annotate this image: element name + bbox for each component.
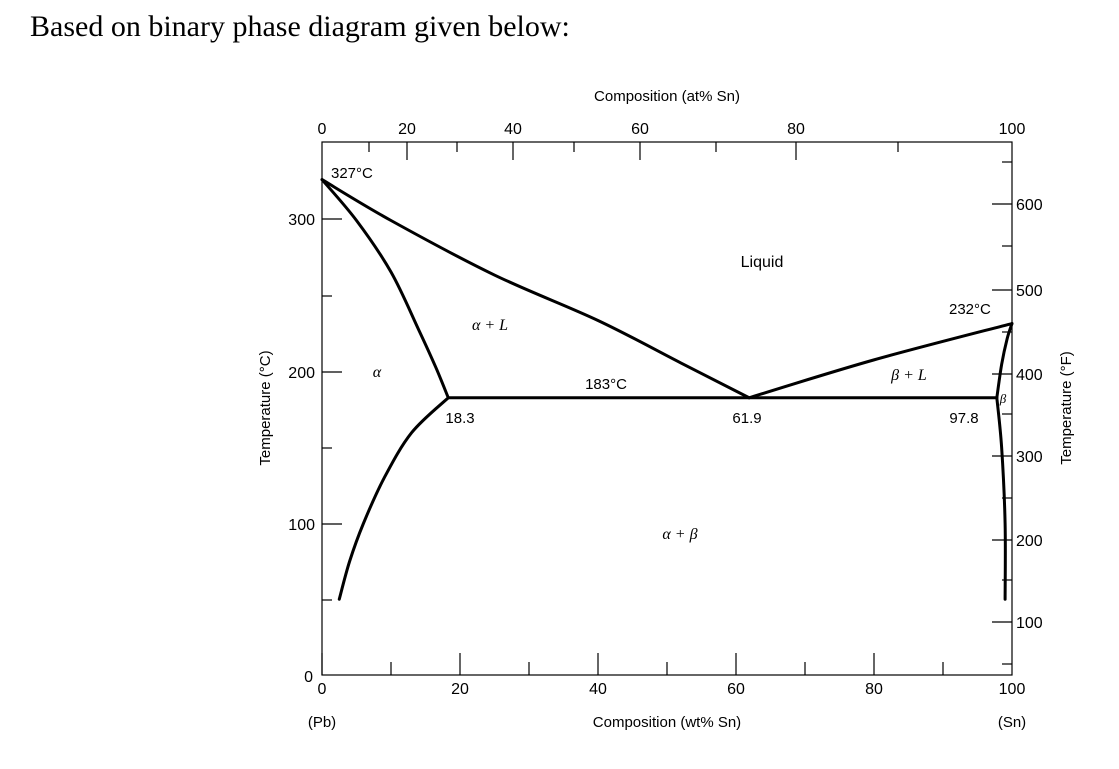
plot-frame	[322, 142, 1012, 675]
right-tick-label: 200	[1016, 533, 1043, 550]
bottom-tick-label: 80	[865, 681, 883, 698]
pb-melting-point-label: 327°C	[331, 165, 373, 182]
left-axis-ticks	[322, 219, 342, 600]
top-tick-label: 20	[398, 121, 416, 138]
top-axis-ticks	[369, 142, 898, 160]
question-prompt: Based on binary phase diagram given below:	[30, 10, 570, 43]
bottom-tick-label: 20	[451, 681, 469, 698]
right-tick-label: 600	[1016, 197, 1043, 214]
sn-end-label: (Sn)	[997, 714, 1027, 731]
solvus-beta-line	[997, 398, 1006, 599]
top-tick-label: 0	[317, 121, 327, 138]
right-tick-label: 100	[1016, 615, 1043, 632]
liquidus-left-line	[322, 180, 749, 398]
phase-label-liquid: Liquid	[740, 254, 784, 271]
left-tick-label: 0	[304, 669, 313, 686]
right-axis-title: Temperature (°F)	[1058, 351, 1075, 465]
alpha-eutectic-composition-label: 18.3	[445, 410, 475, 427]
bottom-axis-title: Composition (wt% Sn)	[592, 714, 742, 731]
phase-label-alpha-beta: α + β	[662, 526, 698, 543]
beta-eutectic-composition-label: 97.8	[949, 410, 979, 427]
right-tick-label: 500	[1016, 283, 1043, 300]
bottom-axis-ticks	[322, 653, 943, 675]
left-tick-label: 300	[288, 212, 315, 229]
top-axis-title: Composition (at% Sn)	[594, 88, 740, 105]
solvus-alpha-line	[339, 398, 448, 599]
phase-label-beta: β	[999, 391, 1007, 406]
top-tick-label: 80	[787, 121, 805, 138]
bottom-tick-label: 100	[998, 681, 1026, 698]
solidus-alpha-line	[322, 180, 448, 398]
left-tick-label: 200	[288, 365, 315, 382]
sn-melting-point-label: 232°C	[949, 301, 991, 318]
bottom-tick-label: 40	[589, 681, 607, 698]
right-tick-label: 300	[1016, 449, 1043, 466]
liquidus-right-line	[749, 324, 1012, 398]
bottom-tick-label: 0	[317, 681, 327, 698]
left-axis-title: Temperature (°C)	[257, 350, 274, 466]
phase-label-alpha-liquid: α + L	[471, 317, 509, 334]
solidus-beta-line	[997, 324, 1012, 398]
eutectic-composition-label: 61.9	[732, 410, 762, 427]
pb-end-label: (Pb)	[307, 714, 337, 731]
top-tick-label: 100	[998, 121, 1026, 138]
left-tick-label: 100	[288, 517, 315, 534]
bottom-tick-label: 60	[727, 681, 745, 698]
phase-label-alpha: α	[372, 364, 382, 381]
top-tick-label: 40	[504, 121, 522, 138]
phase-label-beta-liquid: β + L	[891, 367, 927, 384]
eutectic-temperature-label: 183°C	[585, 376, 627, 393]
right-axis-ticks	[992, 162, 1012, 664]
top-tick-label: 60	[631, 121, 649, 138]
right-tick-label: 400	[1016, 367, 1043, 384]
